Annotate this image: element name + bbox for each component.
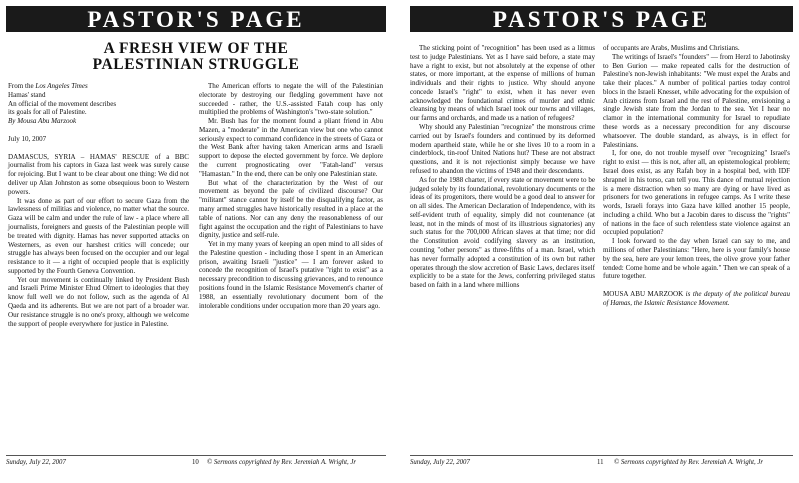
footer-rule bbox=[6, 455, 386, 456]
left-column-1 bbox=[8, 82, 189, 328]
paragraph: It was done as part of our effort to secure Gaza from the lawlessness of militias and violence, no matter what the source. Gaza will be calm and under the rule of law - a place where all journalists, foreigners and guests of the Palestinian people will be treated with dignity. Hamas has never supported attacks on Westerners, as even our harshest critics will concede; our struggle has always been focused on the occupier and our legal resistance to it — a right of occupied people that is explicitly supported by the Fourth Geneva Convention. bbox=[8, 196, 189, 275]
source-prefix: From the bbox=[8, 82, 36, 90]
subhead-desc-2: its goals for all of Palestine. bbox=[8, 108, 87, 117]
paragraph: I, for one, do not trouble myself over "recognizing" Israel's right to exist — this is not, after all, an epistemological problem; Israel does exist, as any Rafah boy in a hospital bed, with IDF shrapnel in his torso, can tell you. This dance of mutual rejection is a mere distraction when so many are dying or have lived as prisoners for two generations in refugee camps. As I write these words, Israeli forays into Gaza have killed another 15 people, including a child. Who but a Jacobin dares to discuss the "rights" of nations in the face of such relentless state violence against an occupied population? bbox=[603, 149, 790, 237]
author-bio bbox=[603, 290, 790, 308]
paragraph: I look forward to the day when Israel can say to me, and millions of other Palestinians: "Here, here is your family's house by the sea, here are your lemon trees, the olive grove your father tended: Come home and be whole again." Then we can speak of a future together. bbox=[603, 237, 790, 281]
footer-rule bbox=[410, 455, 793, 456]
paragraph: As for the 1988 charter, if every state or movement were to be judged solely by its foundational, revolutionary documents or the ideas of its progenitors, there would be a good deal to answer for on all sides. The American Declaration of Independence, with its self-evident truth of equality, simply did not countenance (at least, not in the minds of most of its illustrious signatories) any such status for the 700,000 African slaves at that time; nor did the Constitution avoid codifying slavery as an institution, counting "other persons" as three-fifths of a man. Israel, which has never formally adopted a constitution of its own but rather operates through the slow accretion of Basic Laws, declares itself explicitly to be a state for the Jews, conferring privileged status based on faith in a land where millions bbox=[410, 175, 595, 290]
headline-line-2: PALESTINIAN STRUGGLE bbox=[92, 56, 300, 73]
paragraph: The writings of Israel's "founders" — from Herzl to Jabotinsky to Ben Gurion — make repeated calls for the destruction of Palestine's non-Jewish inhabitants: "We must expel the Arabs and take their places." A number of political parties today control blocs in the Israeli Knesset, while advocating for the expulsion of Arab citizens from Israel and the rest of Palestine, envisioning a single Jewish state from the Jordan to the sea. Yet I hear no clamor in the international community for Israel to repudiate these words as a necessary precondition for any discourse whatsoever. The double standard, as always, is in effect for Palestinians. bbox=[603, 52, 790, 149]
right-column-1 bbox=[410, 44, 595, 290]
paragraph: DAMASCUS, SYRIA – HAMAS' RESCUE of a BBC journalist from his captors in Gaza last week was surely cause for rejoicing. But I want to be clear about one thing: We did not deliver up Alan Johnston as some obsequious boon to Western powers. bbox=[8, 152, 189, 196]
page-number-value: 10 bbox=[192, 459, 199, 466]
footer-copyright: © Sermons copyrighted by Rev. Jeremiah A. Wright, Jr bbox=[207, 459, 357, 466]
footer-copyright: © Sermons copyrighted by Rev. Jeremiah A. Wright, Jr bbox=[614, 459, 764, 466]
left-column-2 bbox=[199, 82, 383, 310]
author-bio-name: MOUSA ABU MARZOOK bbox=[603, 290, 684, 299]
author-bio-text: is the deputy of the political bureau of Hamas, the Islamic Resistance Movement. bbox=[603, 290, 790, 307]
page-number bbox=[192, 458, 199, 467]
paragraph: of occupants are Arabs, Muslims and Christians. bbox=[603, 44, 740, 52]
paragraph: The sticking point of "recognition" has been used as a litmus test to judge Palestinians. Yet as I have said before, a state may have a right to exist, but not absolutely at the expense of other states, or more important, at the expense of millions of human individuals and their rights to justice. Why should anyone concede Israel's "right" to exist, when it has never even acknowledged the foundational crimes of murder and ethnic cleansing by means of which Israel took our towns and villages, our farms and orchards, and made us a nation of refugees? bbox=[410, 44, 595, 123]
source-line bbox=[8, 82, 189, 91]
source-publication: Los Angeles Times bbox=[35, 82, 88, 90]
paragraph: Yet in my many years of keeping an open mind to all sides of the Palestine question - including those I spent in an American prison, awaiting Israeli "justice" — I am forever asked to concede the recognition of Israel's putative "right to exist" as a necessary precondition to discussing grievances, and to renounce positions found in the Islamic Resistance Movement's charter of 1988, an essentially revolutionary document born of the intolerable conditions under occupation more than 20 years ago. bbox=[199, 240, 383, 310]
headline-line-1: A FRESH VIEW OF THE bbox=[103, 40, 289, 57]
byline-text: By Mousa Abu Marzook bbox=[8, 117, 77, 126]
byline bbox=[8, 117, 189, 126]
paragraph: Yet our movement is continually linked by President Bush and Israeli Prime Minister Ehud Olmert to ideologies that they know full well we do not follow, such as the agenda of Al Qaeda and its adherents. But we are not part of a broader war. Our resistance struggle is no one's proxy, although we welcome the support of people everywhere for justice in Palestine. bbox=[8, 275, 189, 328]
page-number-value: 11 bbox=[597, 459, 604, 466]
page-number bbox=[597, 458, 604, 467]
paragraph: Mr. Bush has for the moment found a pliant friend in Abu Mazen, a "moderate" in the American view but one who cannot seriously expect to command confidence in the streets of Gaza or the West Bank after having taken American arms and Israeli support to depose the elected government by force. We deplore the current prognosticating over "Fatah-land" versus "Hamastan." In the end, there can be only one Palestinian state. bbox=[199, 117, 383, 178]
left-page bbox=[0, 0, 392, 483]
page-gutter bbox=[392, 0, 402, 483]
pastors-page-banner: PASTOR'S PAGE bbox=[6, 6, 386, 32]
article-date: July 10, 2007 bbox=[8, 134, 47, 143]
footer-date: Sunday, July 22, 2007 bbox=[410, 459, 470, 466]
right-column-2 bbox=[603, 44, 790, 308]
pastors-page-banner: PASTOR'S PAGE bbox=[410, 6, 793, 32]
paragraph: Why should any Palestinian "recognize" the monstrous crime carried out by Israel's founders and continued by its deformed modern apartheid state, while he or she lives 10 to a room in a cinderblock, tin-roof United Nations hut? These are not abstract questions, and it is not rejectionist simply because we have refused to abandon the victims of 1948 and their descendants. bbox=[410, 123, 595, 175]
paragraph: But what of the characterization by the West of our movement as beyond the pale of civilized discourse? Our "militant" stance cannot by itself be the disqualifying factor, as many armed struggles have historically resulted in a place at the table of nations. Nor can any deny the reasonableness of our fight against the occupation and the right of Palestinians to have dignity, justice and self-rule. bbox=[199, 178, 383, 240]
footer-date: Sunday, July 22, 2007 bbox=[6, 459, 66, 466]
right-page bbox=[402, 0, 799, 483]
subhead-desc-1: An official of the movement describes bbox=[8, 99, 117, 108]
subhead-stand: Hamas' stand bbox=[8, 90, 46, 99]
paragraph: The American efforts to negate the will of the Palestinian electorate by destroying our fledgling government have not succeeded - rather, the U.S.-assisted Fatah coup has only multiplied the problems of Washington's "two-state solution." bbox=[199, 82, 383, 117]
